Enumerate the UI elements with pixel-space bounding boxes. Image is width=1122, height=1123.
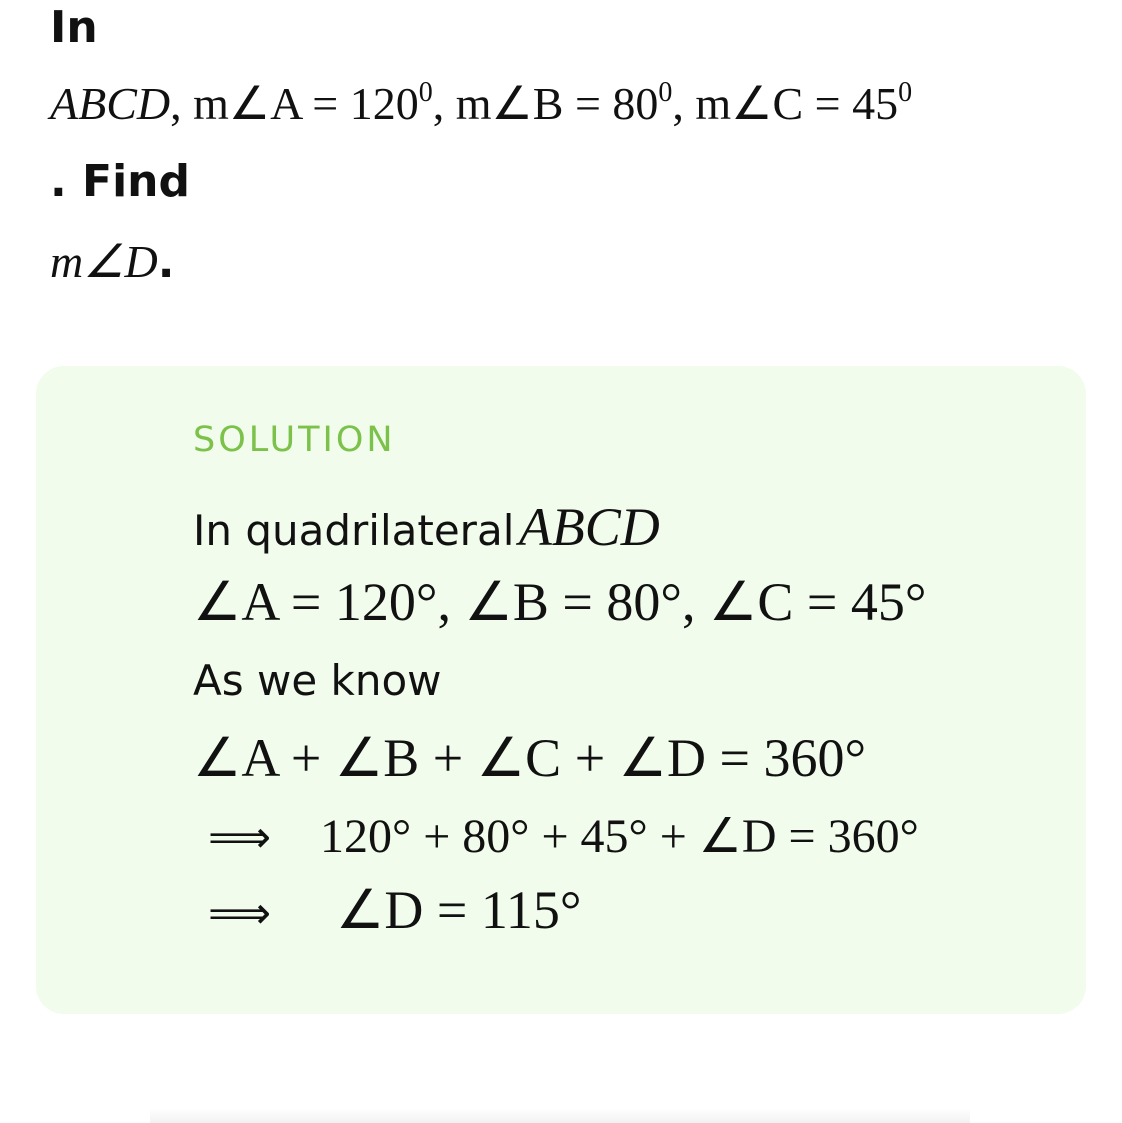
question-target: m∠D.	[50, 236, 175, 288]
implies-icon: ⟹	[208, 888, 272, 939]
solution-card	[36, 366, 1086, 1014]
angle-a-given: m∠A = $120^0$	[193, 77, 433, 129]
target-angle-d: m∠D	[50, 236, 158, 287]
solution-as-we-know: As we know	[193, 656, 442, 705]
question-given-angles: ABCD, m∠A = $120^0$, m∠B = $80^0$, m∠C = $45^0$	[50, 77, 913, 129]
bottom-shadow	[150, 1108, 970, 1123]
solution-intro: In quadrilateral ABCD	[193, 497, 660, 557]
angle-b-given: m∠B = $80^0$	[455, 77, 673, 129]
question-line-find: . Find	[50, 156, 190, 207]
angle-sum-rule: ∠A + ∠B + ∠C + ∠D = 360°	[193, 728, 867, 788]
solution-step-1: ⟹ 120° + 80° + 45° + ∠D = 360°	[208, 810, 919, 863]
question-line-in: In	[50, 2, 98, 53]
solution-heading: SOLUTION	[193, 420, 396, 460]
implies-icon: ⟹	[208, 812, 272, 863]
solution-quadrilateral: ABCD	[518, 497, 660, 557]
angle-c-given: m∠C = $45^0$	[695, 77, 913, 129]
quadrilateral-name: ABCD	[50, 78, 171, 129]
solution-given-angles: ∠A = 120°, ∠B = 80°, ∠C = 45°	[193, 572, 927, 632]
solution-step-2: ⟹ ∠D = 115°	[208, 880, 582, 940]
